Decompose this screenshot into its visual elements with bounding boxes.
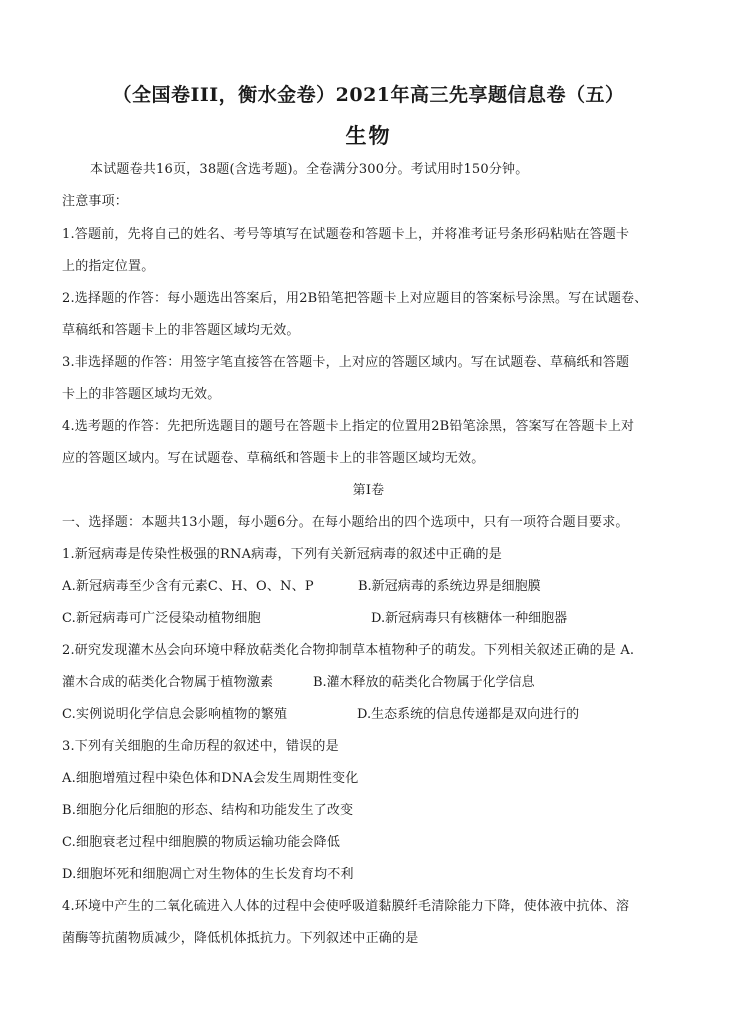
question-stem: 2.研究发现灌木丛会向环境中释放萜类化合物抑制草本植物种子的萌发。下列相关叙述正确的是 A. [62, 643, 635, 658]
option-d: D.细胞坏死和细胞凋亡对生物体的生长发育均不利 [62, 867, 354, 882]
question-stem: 1.新冠病毒是传染性极强的RNA病毒，下列有关新冠病毒的叙述中正确的是 [62, 547, 502, 562]
option-d: D.生态系统的信息传递都是双向进行的 [357, 707, 580, 722]
option-d: D.新冠病毒只有核糖体一种细胞器 [371, 611, 568, 626]
option-c: C.细胞衰老过程中细胞膜的物质运输功能会降低 [62, 835, 341, 850]
notice-line: 2.选择题的作答：每小题选出答案后，用2B铅笔把答题卡上对应题目的答案标号涂黑。写在试题卷、 [62, 291, 648, 306]
notice-line: 3.非选择题的作答：用签字笔直接答在答题卡，上对应的答题区域内。写在试题卷、草稿纸和答题 [62, 355, 630, 370]
exam-intro: 本试题卷共16页，38题(含选考题)。全卷满分300分。考试用时150分钟。 [90, 162, 529, 177]
option-b: B.新冠病毒的系统边界是细胞膜 [358, 579, 541, 594]
option-a: A.细胞增殖过程中染色体和DNA会发生周期性变化 [62, 771, 359, 786]
notice-line: 应的答题区域内。写在试题卷、草稿纸和答题卡上的非答题区域均无效。 [62, 451, 485, 466]
section-label: 第I卷 [352, 483, 385, 498]
option-c: C.新冠病毒可广泛侵染动植物细胞 [62, 611, 261, 626]
notice-heading: 注意事项： [62, 194, 129, 209]
section-instruction: 一、选择题：本题共13小题，每小题6分。在每小题给出的四个选项中，只有一项符合题目要求。 [62, 515, 629, 530]
option-a: A.新冠病毒至少含有元素C、H、O、N、P [62, 579, 314, 594]
question-stem: 3.下列有关细胞的生命历程的叙述中，错误的是 [62, 739, 339, 754]
exam-title: （全国卷III，衡水金卷）2021年高三先享题信息卷（五） [112, 84, 625, 106]
notice-line: 1.答题前，先将自己的姓名、考号等填写在试题卷和答题卡上，并将准考证号条形码粘贴在答题卡 [62, 227, 630, 242]
subject-title: 生物 [345, 123, 392, 148]
option-a: 灌木合成的萜类化合物属于植物激素 [62, 675, 274, 690]
notice-line: 4.选考题的作答：先把所选题目的题号在答题卡上指定的位置用2B铅笔涂黑，答案写在答题卡上对 [62, 419, 635, 434]
question-stem: 菌酶等抗菌物质减少，降低机体抵抗力。下列叙述中正确的是 [62, 931, 419, 946]
option-b: B.灌木释放的萜类化合物属于化学信息 [313, 675, 535, 690]
question-stem: 4.环境中产生的二氧化硫进入人体的过程中会使呼吸道黏膜纤毛清除能力下降，使体液中抗体、溶 [62, 899, 630, 914]
notice-line: 卡上的非答题区域均无效。 [62, 387, 221, 402]
option-c: C.实例说明化学信息会影响植物的繁殖 [62, 707, 288, 722]
option-b: B.细胞分化后细胞的形态、结构和功能发生了改变 [62, 803, 354, 818]
notice-line: 草稿纸和答题卡上的非答题区域均无效。 [62, 323, 300, 338]
notice-line: 上的指定位置。 [62, 259, 155, 274]
